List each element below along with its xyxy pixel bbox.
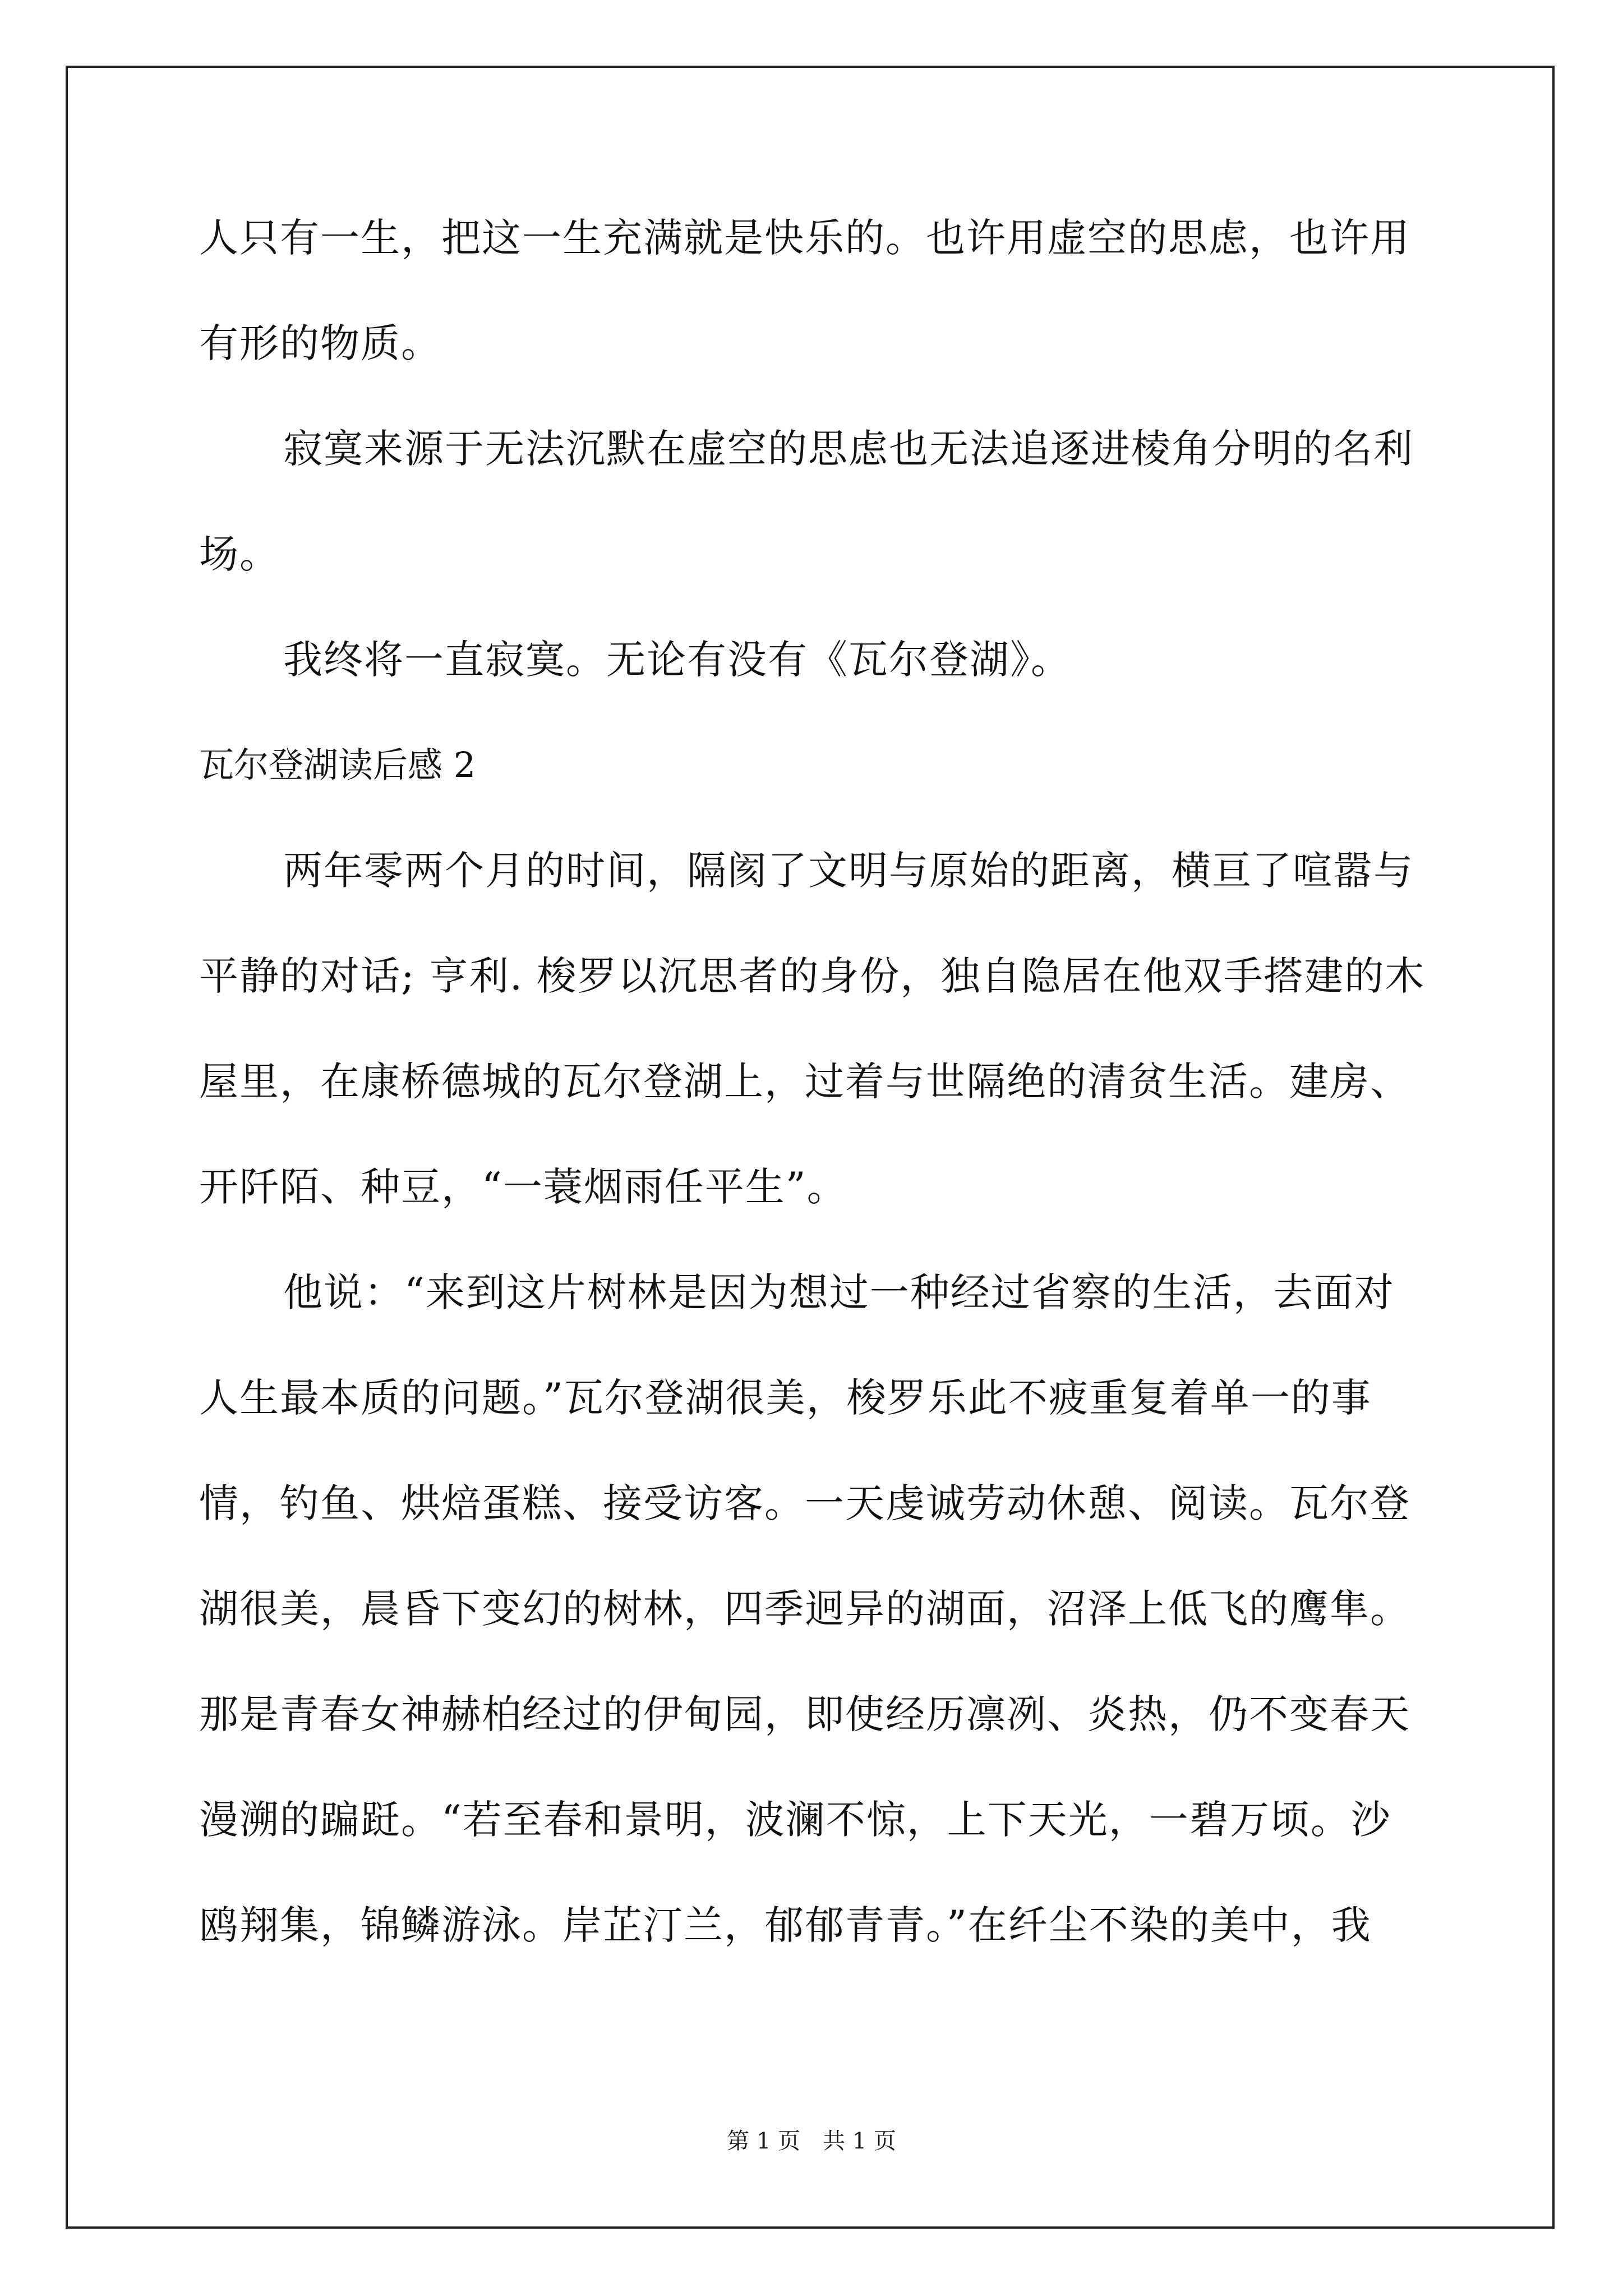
page-number-footer: 第 1 页 共 1 页 xyxy=(727,2128,896,2154)
paragraph-line: 那是青春女神赫柏经过的伊甸园，即使经历凛冽、炎热，仍不变春天 xyxy=(199,1691,1410,1737)
paragraph-line: 鸥翔集，锦鳞游泳。岸芷汀兰，郁郁青青。”在纤尘不染的美中，我 xyxy=(199,1902,1372,1948)
paragraph-line: 寂寞来源于无法沉默在虚空的思虑也无法追逐进棱角分明的名利 xyxy=(283,426,1414,472)
paragraph-line: 两年零两个月的时间，隔阂了文明与原始的距离，横亘了喧嚣与 xyxy=(283,848,1414,894)
paragraph-line: 屋里，在康桥德城的瓦尔登湖上，过着与世隔绝的清贫生活。建房、 xyxy=(199,1059,1410,1105)
paragraph-line: 有形的物质。 xyxy=(199,320,441,366)
paragraph-line: 湖很美，晨昏下变幻的树林，四季迥异的湖面，沼泽上低飞的鹰隼。 xyxy=(199,1586,1410,1632)
section-title: 瓦尔登湖读后感 2 xyxy=(199,744,476,785)
paragraph-line: 情，钓鱼、烘焙蛋糕、接受访客。一天虔诚劳动休憩、阅读。瓦尔登 xyxy=(199,1480,1410,1526)
paragraph-line: 开阡陌、种豆，“一蓑烟雨任平生”。 xyxy=(199,1164,847,1210)
paragraph-line: 漫溯的蹁跹。“若至春和景明，波澜不惊，上下天光，一碧万顷。沙 xyxy=(199,1797,1391,1843)
paragraph-line: 人生最本质的问题。”瓦尔登湖很美，梭罗乐此不疲重复着单一的事 xyxy=(199,1375,1372,1421)
document-body xyxy=(199,208,1424,2000)
paragraph-line: 我终将一直寂寞。无论有没有《瓦尔登湖》。 xyxy=(283,637,1071,683)
paragraph-line: 他说：“来到这片树林是因为想过一种经过省察的生活，去面对 xyxy=(283,1269,1395,1315)
paragraph-line: 人只有一生，把这一生充满就是快乐的。也许用虚空的思虑，也许用 xyxy=(199,215,1410,261)
paragraph-line: 场。 xyxy=(199,531,280,577)
paragraph-line: 平静的对话; 亨利. 梭罗以沉思者的身份，独自隐居在他双手搭建的木 xyxy=(199,953,1426,999)
